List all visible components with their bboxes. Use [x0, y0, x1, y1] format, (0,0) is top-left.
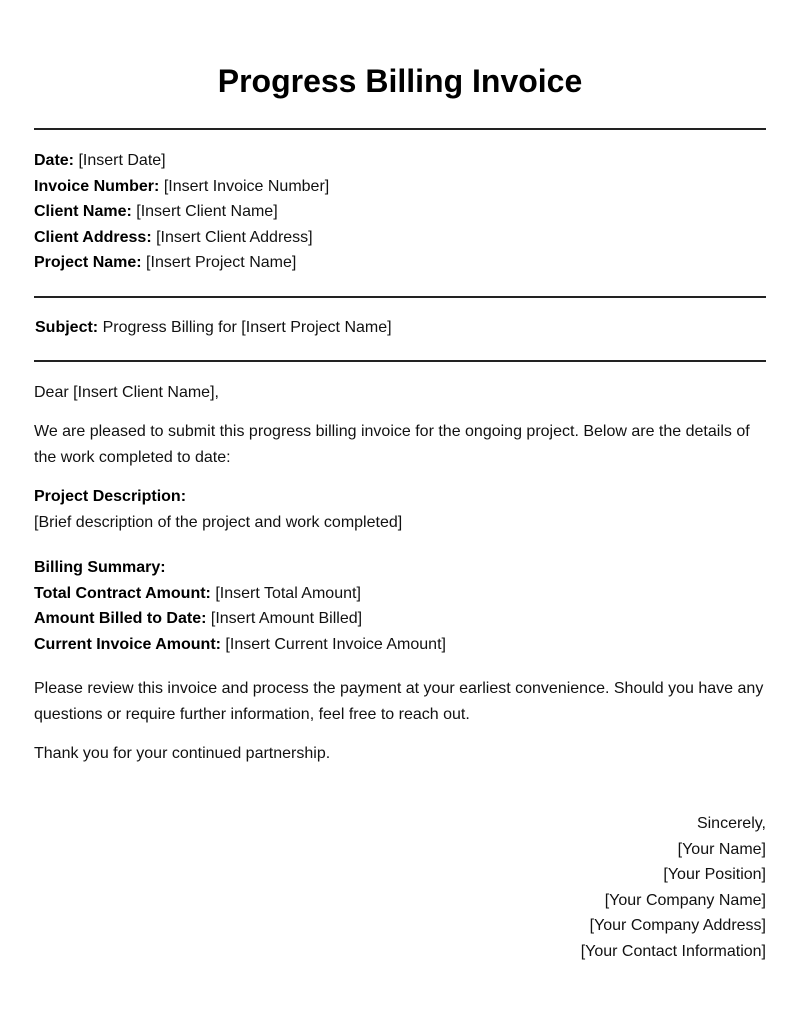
client-name-value: [Insert Client Name] — [136, 203, 278, 221]
signature-block — [581, 811, 766, 965]
greeting: Dear [Insert Client Name], — [34, 383, 219, 401]
current-invoice-row — [34, 632, 766, 658]
project-description-text: [Brief description of the project and work completed] — [34, 513, 403, 531]
subject-line — [35, 317, 766, 339]
sender-company-name: [Your Company Name] — [604, 891, 766, 909]
total-contract-value: [Insert Total Amount] — [215, 584, 361, 602]
invoice-details — [34, 148, 766, 276]
total-contract-row — [34, 581, 766, 607]
project-name-label: Project Name: — [34, 254, 142, 272]
amount-billed-row — [34, 606, 766, 632]
client-address-row — [34, 225, 766, 251]
invoice-number-row — [34, 174, 766, 200]
amount-billed-value: [Insert Amount Billed] — [210, 610, 363, 628]
divider-middle — [34, 296, 766, 298]
date-value: [Insert Date] — [78, 152, 166, 169]
invoice-number-label: Invoice Number: — [34, 177, 160, 195]
current-invoice-value: [Insert Current Invoice Amount] — [225, 635, 446, 653]
amount-billed-label: Amount Billed to Date: — [34, 610, 207, 628]
sender-name: [Your Name] — [677, 840, 766, 858]
invoice-number-value: [Insert Invoice Number] — [163, 177, 330, 195]
closing: Sincerely, — [696, 815, 766, 832]
subject-value: Progress Billing for [Insert Project Name] — [102, 318, 392, 336]
date-label: Date: — [34, 152, 75, 169]
sender-company-address: [Your Company Address] — [589, 917, 766, 935]
project-name-value: [Insert Project Name] — [146, 254, 297, 272]
date-row — [34, 148, 766, 174]
total-contract-label: Total Contract Amount: — [34, 584, 211, 602]
subject-label: Subject: — [35, 318, 99, 336]
client-address-value: [Insert Client Address] — [156, 228, 313, 246]
billing-summary-heading: Billing Summary: — [34, 559, 166, 577]
client-name-row — [34, 199, 766, 225]
review-paragraph: Please review this invoice and process the payment at your earliest convenience. Should you have any questions or require further information, feel free to reach out. — [34, 679, 764, 723]
sender-contact: [Your Contact Information] — [580, 942, 766, 960]
document-title: Progress Billing Invoice — [217, 63, 583, 99]
sender-position: [Your Position] — [663, 866, 766, 884]
current-invoice-label: Current Invoice Amount: — [34, 635, 221, 653]
project-description-section — [34, 484, 766, 535]
thanks-line: Thank you for your continued partnership. — [34, 744, 331, 762]
divider-top — [34, 128, 766, 130]
project-name-row — [34, 250, 766, 276]
intro-paragraph: We are pleased to submit this progress billing invoice for the ongoing project. Below are the details of the work completed to date: — [34, 422, 750, 466]
divider-bottom — [34, 360, 766, 362]
client-address-label: Client Address: — [34, 228, 152, 246]
project-description-heading: Project Description: — [34, 487, 187, 505]
client-name-label: Client Name: — [34, 203, 132, 221]
billing-summary-section — [34, 555, 766, 657]
